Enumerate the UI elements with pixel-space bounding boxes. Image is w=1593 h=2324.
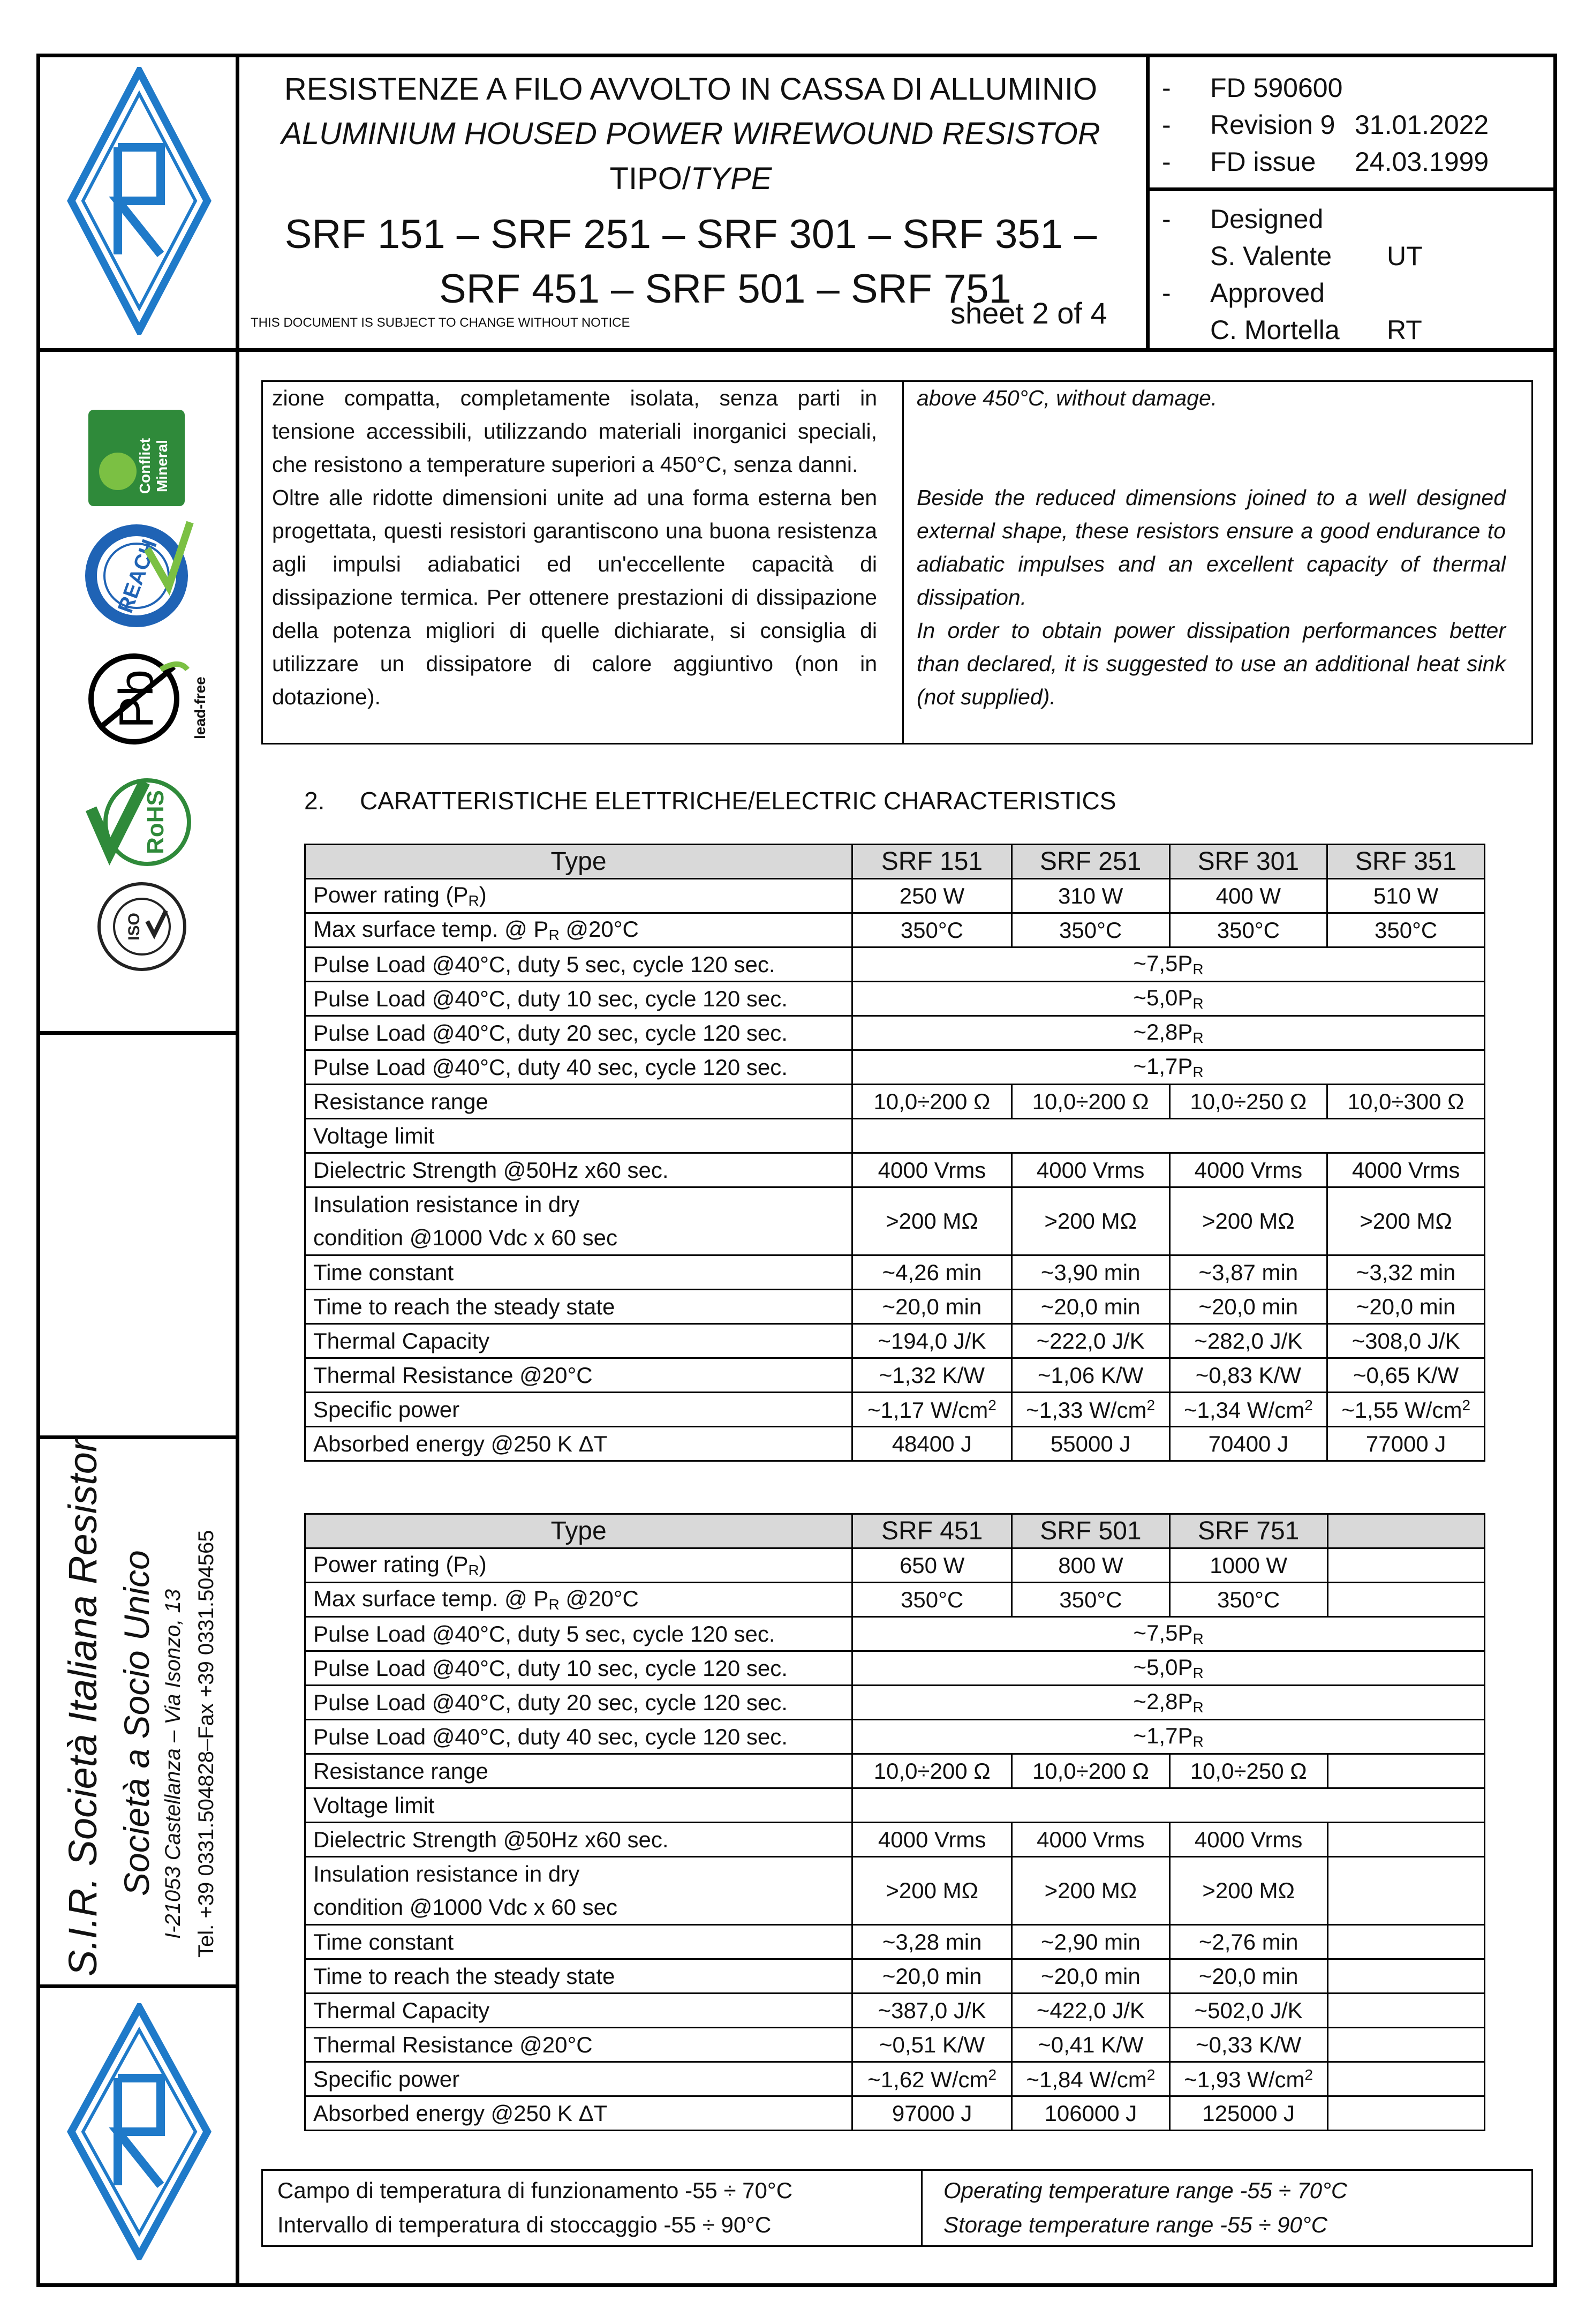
cell-value: ~3,32 min (1327, 1255, 1485, 1290)
cell-value: ~1,84 $W/cm^2$ (1012, 2062, 1170, 2096)
cell-value: 350°C (1011, 913, 1169, 947)
row-label: Pulse Load @40°C, duty 5 sec, cycle 120 sec. (305, 947, 852, 982)
row-label: Thermal Capacity (305, 1994, 852, 2028)
table-row (305, 1085, 1485, 1119)
cell-value: >200 MΩ (1012, 1857, 1170, 1925)
row-label: Pulse Load @40°C, duty 40 sec, cycle 120 sec. (305, 1720, 852, 1754)
cell-value: ~0,51 K/W (852, 2028, 1012, 2062)
cell-value: 10,0÷250 Ω (1169, 1085, 1327, 1119)
doc-info-box: - FD 590600 - Revision 9 31.01.2022 - FD issue 24.03.1999 (1157, 70, 1553, 180)
storage-temp-en: Storage temperature range -55 ÷ 90°C (943, 2212, 1327, 2237)
table-row (305, 1153, 1485, 1187)
table-row (305, 1255, 1485, 1290)
cell-value: 250 W (852, 879, 1012, 913)
cell-value: >200 MΩ (852, 1857, 1012, 1925)
cell-value: 106000 J (1012, 2096, 1170, 2131)
cell-value: 4000 Vrms (852, 1153, 1012, 1187)
type-label (241, 156, 1141, 201)
row-label: Voltage limit (305, 1119, 852, 1153)
row-label: Power rating $(P_R)$ (305, 879, 852, 913)
cell-value: ~1,17 $W/cm^2$ (852, 1393, 1012, 1427)
operating-temp-en: Operating temperature range -55 ÷ 70°C (943, 2178, 1348, 2203)
cell-value: ~20,0 min (1327, 1290, 1485, 1324)
cell-value: 10,0÷250 Ω (1169, 1754, 1327, 1788)
company-type: Società a Socio Unico (117, 1550, 156, 1896)
table-row (305, 1720, 1485, 1754)
cell-value: 510 W (1327, 879, 1485, 913)
cell-value: 650 W (852, 1548, 1012, 1583)
cell-value: 48400 J (852, 1427, 1012, 1461)
cell-value: 400 W (1169, 879, 1327, 913)
cell-value: 4000 Vrms (1011, 1153, 1169, 1187)
intro-english (917, 381, 1506, 713)
cell-value: ~194,0 J/K (852, 1324, 1012, 1358)
storage-temp-it: Intervallo di temperatura di stoccaggio -55 ÷ 90°C (277, 2212, 772, 2237)
cell-value: $\sim 7,5P_R$ (852, 1617, 1485, 1651)
svg-text:ISO: ISO (125, 913, 143, 941)
model-header: SRF 501 (1012, 1514, 1170, 1548)
row-label: Max surface temp. @ $P_R$ @20°C (305, 913, 852, 947)
cell-value: ~20,0 min (1011, 1290, 1169, 1324)
row-label: Time constant (305, 1255, 852, 1290)
cell-value: >200 MΩ (852, 1187, 1012, 1255)
header-meta-divider (1146, 54, 1150, 351)
cell-value: ~20,0 min (1169, 1290, 1327, 1324)
cell-value (1327, 2062, 1484, 2096)
table-row (305, 879, 1485, 913)
temperature-italian (277, 2173, 792, 2242)
cell-value (1327, 1994, 1484, 2028)
table-row (305, 982, 1485, 1016)
cell-value: $\sim 5,0P_R$ (852, 982, 1485, 1016)
svg-text:RoHS: RoHS (142, 790, 169, 854)
intro-italian (272, 381, 877, 713)
cell-value: ~2,90 min (1012, 1925, 1170, 1959)
cell-value: ~1,06 K/W (1011, 1358, 1169, 1393)
cell-value: 350°C (852, 1583, 1012, 1617)
cell-value: ~282,0 J/K (1169, 1324, 1327, 1358)
lead-free-badge (86, 648, 203, 750)
cell-value: 1000 W (1169, 1548, 1327, 1583)
cell-value: 350°C (1327, 913, 1485, 947)
cell-value (1327, 1754, 1484, 1788)
intro-en-paragraph-1: Beside the reduced dimensions joined to a well designed external shape, these resistors ensure a good endurance to adiabatic impulses and an excellent capacity of thermal dissipation. (917, 485, 1506, 610)
cell-value: >200 MΩ (1169, 1187, 1327, 1255)
row-label: Specific power (305, 1393, 852, 1427)
cell-value: 10,0÷200 Ω (852, 1754, 1012, 1788)
revision-date: 31.01.2022 (1355, 110, 1489, 140)
intro-en-paragraph-2: In order to obtain power dissipation performances better than declared, it is suggested to use an additional heat sink (not supplied). (917, 618, 1506, 709)
cell-value (1327, 1583, 1484, 1617)
table-row (305, 1994, 1485, 2028)
cell-value: $\sim 7,5P_R$ (852, 947, 1485, 982)
table-row (305, 1857, 1485, 1925)
cell-value (1327, 2096, 1484, 2131)
section-heading (304, 785, 1116, 817)
row-label: Pulse Load @40°C, duty 20 sec, cycle 120 sec. (305, 1016, 852, 1050)
cell-value: ~308,0 J/K (1327, 1324, 1485, 1358)
cell-value: ~20,0 min (852, 1959, 1012, 1994)
model-header: SRF 351 (1327, 845, 1485, 879)
row-label: Time to reach the steady state (305, 1290, 852, 1324)
cell-value: ~0,33 K/W (1169, 2028, 1327, 2062)
row-label: Specific power (305, 2062, 852, 2096)
table-row (305, 1427, 1485, 1461)
title-italian: RESISTENZE A FILO AVVOLTO IN CASSA DI ALLUMINIO (284, 72, 1098, 107)
cell-value (1327, 2028, 1484, 2062)
row-label: Voltage limit (305, 1788, 852, 1823)
cell-value: ~1,32 K/W (852, 1358, 1012, 1393)
row-label: Absorbed energy @250 K ΔT (305, 2096, 852, 2131)
row-label: Pulse Load @40°C, duty 10 sec, cycle 120 sec. (305, 1651, 852, 1686)
type-header: Type (305, 845, 852, 879)
cell-value: >200 MΩ (1169, 1857, 1327, 1925)
cell-value: 70400 J (1169, 1427, 1327, 1461)
table-row (305, 1651, 1485, 1686)
company-address: I-21053 Castellanza – Via Isonzo, 13 (161, 1589, 185, 1939)
sidebar-line-3 (36, 1984, 239, 1988)
cell-value: ~1,93 $W/cm^2$ (1169, 2062, 1327, 2096)
cell-value: 4000 Vrms (1327, 1153, 1485, 1187)
model-header: SRF 751 (1169, 1514, 1327, 1548)
models-line-2: SRF 451 – SRF 501 – SRF 751 (439, 266, 1011, 312)
cell-value: ~1,62 $W/cm^2$ (852, 2062, 1012, 2096)
intro-divider (902, 380, 904, 744)
approved-label: Approved (1210, 278, 1325, 308)
cell-value: ~3,28 min (852, 1925, 1012, 1959)
table-row (305, 1754, 1485, 1788)
type-header: Type (305, 1514, 852, 1548)
company-logo-top (67, 67, 212, 335)
table-row (305, 1119, 1485, 1153)
svg-text:Mineral: Mineral (154, 439, 170, 493)
row-label: Insulation resistance in dry condition @1000 Vdc x 60 sec (305, 1187, 852, 1255)
cell-value: 10,0÷300 Ω (1327, 1085, 1485, 1119)
row-label: Resistance range (305, 1085, 852, 1119)
row-label: Pulse Load @40°C, duty 20 sec, cycle 120 sec. (305, 1686, 852, 1720)
cell-value: ~1,34 $W/cm^2$ (1169, 1393, 1327, 1427)
cell-value: ~222,0 J/K (1011, 1324, 1169, 1358)
table-row (305, 1016, 1485, 1050)
intro-en-first: above 450°C, without damage. (917, 386, 1218, 410)
table-row (305, 1050, 1485, 1085)
cell-value: 350°C (1169, 1583, 1327, 1617)
left-column-divider (236, 54, 239, 2287)
sheet-number: sheet 2 of 4 (950, 296, 1107, 330)
cell-value: ~1,55 $W/cm^2$ (1327, 1393, 1485, 1427)
designed-by: S. Valente (1210, 241, 1332, 271)
table-row (305, 2096, 1485, 2131)
row-label: Dielectric Strength @50Hz x60 sec. (305, 1153, 852, 1187)
meta-divider-line (1146, 187, 1557, 191)
cell-value: >200 MΩ (1011, 1187, 1169, 1255)
table-row (305, 2028, 1485, 2062)
model-header: SRF 151 (852, 845, 1012, 879)
cell-value (852, 1119, 1485, 1153)
cell-value: ~422,0 J/K (1012, 1994, 1170, 2028)
row-label: Thermal Resistance @20°C (305, 2028, 852, 2062)
company-name: S.I.R. Società Italiana Resistor (61, 1439, 105, 1976)
section-number: 2. (304, 787, 325, 815)
model-header: SRF 251 (1011, 845, 1169, 879)
header-bottom-line (36, 348, 1557, 352)
cell-value: 10,0÷200 Ω (1012, 1754, 1170, 1788)
cell-value: $\sim 1,7P_R$ (852, 1720, 1485, 1754)
cell-value: 55000 J (1011, 1427, 1169, 1461)
cell-value: ~0,65 K/W (1327, 1358, 1485, 1393)
table-row (305, 1393, 1485, 1427)
intro-it-paragraph-1: zione compatta, completamente isolata, senza parti in tensione accessibili, utilizzando materiali inorganici speciali, che resistono a temperature superiori a 450°C, senza danni. (272, 386, 877, 477)
cell-value: $\sim 5,0P_R$ (852, 1651, 1485, 1686)
cell-value: 4000 Vrms (852, 1823, 1012, 1857)
sidebar-line-1 (36, 1031, 239, 1035)
approved-dept: RT (1387, 315, 1422, 345)
tipo-text: TIPO/ (609, 161, 691, 196)
svg-text:Pb: Pb (110, 669, 163, 729)
issue-label: FD issue (1210, 147, 1316, 177)
cell-value: 350°C (1169, 913, 1327, 947)
temperature-divider (921, 2169, 923, 2247)
row-label: Absorbed energy @250 K ΔT (305, 1427, 852, 1461)
company-logo-bottom (67, 2003, 212, 2260)
table-row (305, 1324, 1485, 1358)
designed-label: Designed (1210, 204, 1324, 234)
operating-temp-it: Campo di temperatura di funzionamento -55 ÷ 70°C (277, 2178, 793, 2203)
table-row (305, 1290, 1485, 1324)
cell-value (1327, 1857, 1484, 1925)
conflict-free-badge (86, 407, 187, 509)
row-label: Dielectric Strength @50Hz x60 sec. (305, 1823, 852, 1857)
lead-free-label: lead-free (192, 676, 208, 739)
cell-value (1327, 1959, 1484, 1994)
change-notice: THIS DOCUMENT IS SUBJECT TO CHANGE WITHOUT NOTICE (251, 315, 630, 330)
table-row (305, 1358, 1485, 1393)
rohs-badge (86, 771, 193, 868)
row-label: Thermal Resistance @20°C (305, 1358, 852, 1393)
row-label: Power rating $(P_R)$ (305, 1548, 852, 1583)
fd-number: FD 590600 (1210, 73, 1343, 103)
cell-value: ~4,26 min (852, 1255, 1012, 1290)
cell-value: 77000 J (1327, 1427, 1485, 1461)
cell-value: 800 W (1012, 1548, 1170, 1583)
spec-table-1 (304, 844, 1485, 1462)
row-label: Resistance range (305, 1754, 852, 1788)
row-label: Time constant (305, 1925, 852, 1959)
cell-value: ~387,0 J/K (852, 1994, 1012, 2028)
table-row (305, 1583, 1485, 1617)
cell-value: ~20,0 min (1012, 1959, 1170, 1994)
approval-box: - Designed S. Valente UT - Approved C. Mortella RT (1157, 201, 1553, 349)
cell-value: ~3,90 min (1011, 1255, 1169, 1290)
cell-value: ~2,76 min (1169, 1925, 1327, 1959)
approved-by: C. Mortella (1210, 315, 1340, 345)
table-row (305, 1925, 1485, 1959)
reach-badge (83, 517, 195, 629)
row-label: Time to reach the steady state (305, 1959, 852, 1994)
revision-label: Revision 9 (1210, 110, 1335, 140)
cell-value: 350°C (852, 913, 1012, 947)
models-line-1: SRF 151 – SRF 251 – SRF 301 – SRF 351 – (284, 212, 1097, 257)
type-text: TYPE (690, 161, 772, 196)
cell-value: ~0,41 K/W (1012, 2028, 1170, 2062)
cell-value: $\sim 2,8P_R$ (852, 1016, 1485, 1050)
table-row (305, 1959, 1485, 1994)
table-row (305, 1686, 1485, 1720)
cell-value: ~0,83 K/W (1169, 1358, 1327, 1393)
table-row (305, 1187, 1485, 1255)
model-header: SRF 301 (1169, 845, 1327, 879)
svg-text:REACH: REACH (113, 536, 162, 616)
cell-value: ~20,0 min (852, 1290, 1012, 1324)
table-row (305, 947, 1485, 982)
issue-date: 24.03.1999 (1355, 147, 1489, 177)
table-row (305, 1788, 1485, 1823)
cell-value: 310 W (1011, 879, 1169, 913)
model-header: SRF 451 (852, 1514, 1012, 1548)
row-label: Max surface temp. @ $P_R$ @20°C (305, 1583, 852, 1617)
row-label: Thermal Capacity (305, 1324, 852, 1358)
row-label: Pulse Load @40°C, duty 10 sec, cycle 120 sec. (305, 982, 852, 1016)
cell-value: 10,0÷200 Ω (1011, 1085, 1169, 1119)
company-phone: Tel. +39 0331.504828–Fax +39 0331.504565 (194, 1530, 218, 1958)
model-header (1327, 1514, 1484, 1548)
section-title: CARATTERISTICHE ELETTRICHE/ELECTRIC CHARACTERISTICS (359, 787, 1116, 815)
iso-badge (91, 878, 193, 975)
cell-value: ~1,33 $W/cm^2$ (1011, 1393, 1169, 1427)
cell-value: $\sim 2,8P_R$ (852, 1686, 1485, 1720)
cell-value: 4000 Vrms (1012, 1823, 1170, 1857)
cell-value: 10,0÷200 Ω (852, 1085, 1012, 1119)
cell-value: 350°C (1012, 1583, 1170, 1617)
spec-table-2 (304, 1513, 1485, 2131)
cell-value: 97000 J (852, 2096, 1012, 2131)
intro-it-paragraph-2: Oltre alle ridotte dimensioni unite ad una forma esterna ben progettata, questi resistori garantiscono una buona resistenza agli impulsi adiabatici ed un'eccellente capacità di dissipazione termica. Per ottenere prestazioni di dissipazione della potenza migliori di quelle dichiarate, si consiglia di utilizzare un dissipatore di calore aggiuntivo (non in dotazione). (272, 485, 877, 709)
cell-value: ~20,0 min (1169, 1959, 1327, 1994)
cell-value (1327, 1548, 1484, 1583)
svg-text:Conflict: Conflict (137, 438, 153, 494)
table-row (305, 1823, 1485, 1857)
row-label: Insulation resistance in dry condition @1000 Vdc x 60 sec (305, 1857, 852, 1925)
cell-value: ~502,0 J/K (1169, 1994, 1327, 2028)
cell-value: 4000 Vrms (1169, 1823, 1327, 1857)
table-row (305, 1548, 1485, 1583)
cell-value: ~3,87 min (1169, 1255, 1327, 1290)
row-label: Pulse Load @40°C, duty 40 sec, cycle 120 sec. (305, 1050, 852, 1085)
cell-value: 125000 J (1169, 2096, 1327, 2131)
table-row (305, 913, 1485, 947)
row-label: Pulse Load @40°C, duty 5 sec, cycle 120 sec. (305, 1617, 852, 1651)
table-row (305, 1617, 1485, 1651)
title-english: ALUMINIUM HOUSED POWER WIREWOUND RESISTOR (281, 116, 1100, 151)
temperature-english (943, 2173, 1347, 2242)
cell-value: $\sim 1,7P_R$ (852, 1050, 1485, 1085)
designed-dept: UT (1387, 241, 1423, 271)
cell-value (852, 1788, 1485, 1823)
cell-value (1327, 1823, 1484, 1857)
cell-value: >200 MΩ (1327, 1187, 1485, 1255)
cell-value (1327, 1925, 1484, 1959)
cell-value: 4000 Vrms (1169, 1153, 1327, 1187)
table-row (305, 2062, 1485, 2096)
